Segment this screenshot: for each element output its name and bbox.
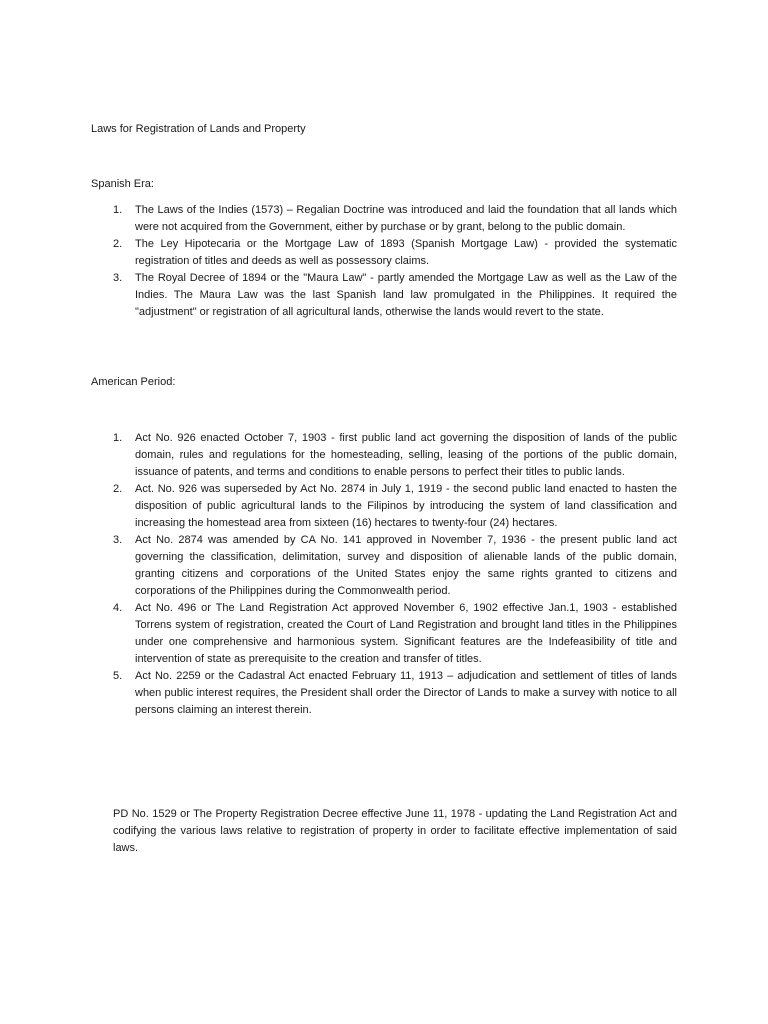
document-title: Laws for Registration of Lands and Property xyxy=(91,123,306,135)
list-item xyxy=(91,236,677,270)
list-item-number: 5. xyxy=(113,670,123,682)
american-period-list xyxy=(91,430,677,719)
list-item-number: 2. xyxy=(113,238,123,250)
section-heading-american-period: American Period: xyxy=(91,376,176,388)
list-item-number: 3. xyxy=(113,534,123,546)
list-item-text: The Royal Decree of 1894 or the "Maura Law" - partly amended the Mortgage Law as well as the Law of the Indies. The Maura Law was the last Spanish land law promulgated in the Philippines. It required the "adjustment" or registration of all agricultural lands, otherwise the lands would revert to the state. xyxy=(135,272,677,318)
closing-paragraph: PD No. 1529 or The Property Registration Decree effective June 11, 1978 - updating the Land Registration Act and codifying the various laws relative to registration of property in order to facilitate effective implementation of said laws. xyxy=(113,808,677,854)
list-item-number: 1. xyxy=(113,204,123,216)
list-item xyxy=(91,600,677,668)
list-item xyxy=(91,481,677,532)
list-item-number: 1. xyxy=(113,432,123,444)
list-item-number: 4. xyxy=(113,602,123,614)
list-item xyxy=(91,202,677,236)
list-item-text: Act No. 2874 was amended by CA No. 141 approved in November 7, 1936 - the present public land act governing the classification, delimitation, survey and disposition of alienable lands of the public domain, granting citizens and corporations of the United States enjoy the same rights granted to citizens and corporations of the Philippines during the Commonwealth period. xyxy=(135,534,677,597)
list-item-number: 2. xyxy=(113,483,123,495)
list-item xyxy=(91,668,677,719)
list-item-text: Act No. 2259 or the Cadastral Act enacted February 11, 1913 – adjudication and settlement of titles of lands when public interest requires, the President shall order the Director of Lands to make a survey with notice to all persons claiming an interest therein. xyxy=(135,670,677,716)
list-item-text: The Ley Hipotecaria or the Mortgage Law of 1893 (Spanish Mortgage Law) - provided the systematic registration of titles and deeds as well as possessory claims. xyxy=(135,238,677,267)
list-item-text: Act. No. 926 was superseded by Act No. 2874 in July 1, 1919 - the second public land enacted to hasten the disposition of public agricultural lands to the Filipinos by introducing the system of land classification and increasing the homestead area from sixteen (16) hectares to twenty-four (24) hectares. xyxy=(135,483,677,529)
section-heading-spanish-era: Spanish Era: xyxy=(91,178,154,190)
spanish-era-list xyxy=(91,202,677,321)
list-item xyxy=(91,270,677,321)
list-item xyxy=(91,532,677,600)
list-item-number: 3. xyxy=(113,272,123,284)
list-item-text: The Laws of the Indies (1573) – Regalian Doctrine was introduced and laid the foundation that all lands which were not acquired from the Government, either by purchase or by grant, belong to the public domain. xyxy=(135,204,677,233)
list-item xyxy=(91,430,677,481)
list-item-text: Act No. 496 or The Land Registration Act approved November 6, 1902 effective Jan.1, 1903 - established Torrens system of registration, created the Court of Land Registration and brought land titles in the Philippines under one comprehensive and harmonious system. Significant features are the Indefeasibility of title and intervention of state as prerequisite to the creation and transfer of titles. xyxy=(135,602,677,665)
list-item-text: Act No. 926 enacted October 7, 1903 - first public land act governing the disposition of lands of the public domain, rules and regulations for the homesteading, selling, leasing of the portions of the public domain, issuance of patents, and terms and conditions to enable persons to perfect their titles to public lands. xyxy=(135,432,677,478)
